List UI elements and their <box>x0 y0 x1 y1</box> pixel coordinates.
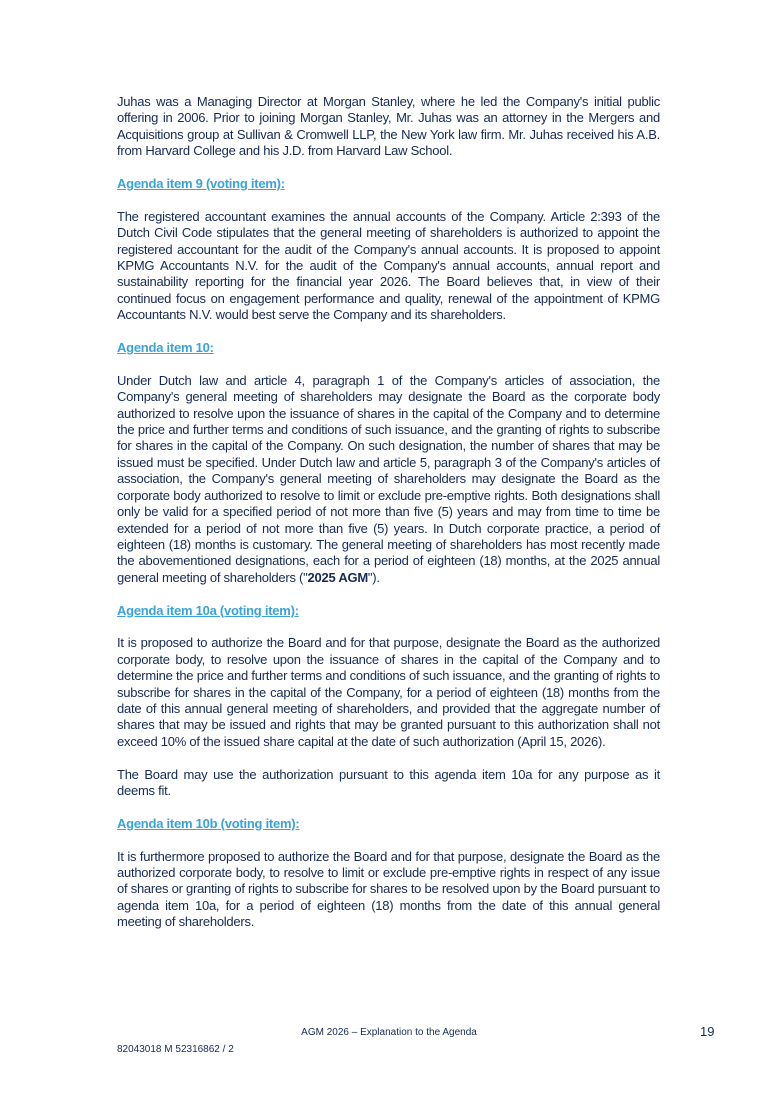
agenda-item-10-text: Under Dutch law and article 4, paragraph 1 of the Company's articles of association, the Company's general meeting of shareholders may designate the Board as the corporate body authorized to resolve upon the issuance of shares in the capital of the Company and to determine the price and further terms and conditions of such issuance, and the granting of rights to subscribe for shares in the capital of the Company. On such designation, the number of shares that may be issued must be specified. Under Dutch law and article 5, paragraph 3 of the Company's articles of association, the Company's general meeting of shareholders may designate the Board as the corporate body authorized to resolve to limit or exclude pre-emptive rights. Both designations shall only be valid for a specified period of not more than five (5) years and may from time to time be extended for a period of not more than five (5) years. In Dutch corporate practice, a period of eighteen (18) months is customary. The general meeting of shareholders has most recently made the abovementioned designations, each for a period of eighteen (18) months, at the 2025 annual general meeting of shareholders (" <box>117 372 660 585</box>
page-number: 19 <box>700 1024 715 1039</box>
agenda-item-10a-heading: Agenda item 10a (voting item): <box>117 602 299 618</box>
main-content <box>117 94 660 947</box>
agenda-item-10b-heading: Agenda item 10b (voting item): <box>117 815 300 831</box>
agenda-item-9-text: The registered accountant examines the annual accounts of the Company. Article 2:393 of the Dutch Civil Code stipulates that the general meeting of shareholders is authorized to appoint the registered accountant for the audit of the Company's annual accounts. It is proposed to appoint KPMG Accountants N.V. for the audit of the Company's annual accounts, annual report and sustainability reporting for the financial year 2026. The Board believes that, in view of their continued focus on engagement performance and quality, renewal of the appointment of KPMG Accountants N.V. would best serve the Company and its shareholders. <box>117 208 660 323</box>
document-reference: 82043018 M 52316862 / 2 <box>117 1044 234 1055</box>
agenda-item-10a-text-2: The Board may use the authorization pursuant to this agenda item 10a for any purpose as it deems fit. <box>117 766 660 798</box>
intro-paragraph: Juhas was a Managing Director at Morgan Stanley, where he led the Company's initial public offering in 2006. Prior to joining Morgan Stanley, Mr. Juhas was an attorney in the Mergers and Acquisitions group at Sullivan & Cromwell LLP, the New York law firm. Mr. Juhas received his A.B. from Harvard College and his J.D. from Harvard Law School. <box>117 94 660 159</box>
agenda-item-10b-text: It is furthermore proposed to authorize the Board and for that purpose, designate the Board as the authorized corporate body, to resolve to limit or exclude pre-emptive rights in respect of any issue of shares or granting of rights to subscribe for shares to be resolved upon by the Board pursuant to agenda item 10a, for a period of eighteen (18) months from the date of this annual general meeting of shareholders. <box>117 848 660 930</box>
agm-2025-term: 2025 AGM <box>307 569 368 585</box>
agenda-item-10-heading: Agenda item 10: <box>117 340 214 356</box>
agenda-item-10a-text: It is proposed to authorize the Board and for that purpose, designate the Board as the authorized corporate body, to resolve upon the issuance of shares in the capital of the Company and to determine the price and further terms and conditions of such issuance, and the granting of rights to subscribe for shares in the capital of the Company, for a period of eighteen (18) months from the date of this annual general meeting of shareholders, and provided that the aggregate number of shares that may be issued and rights that may be granted pursuant to this authorization shall not exceed 10% of the issued share capital at the date of such authorization (April 15, 2026). <box>117 635 660 749</box>
footer-title: AGM 2026 – Explanation to the Agenda <box>301 1027 477 1038</box>
agenda-item-10-paragraph <box>117 373 660 586</box>
agenda-item-10-text-end: "). <box>367 569 380 585</box>
agenda-item-9-heading: Agenda item 9 (voting item): <box>117 176 285 192</box>
